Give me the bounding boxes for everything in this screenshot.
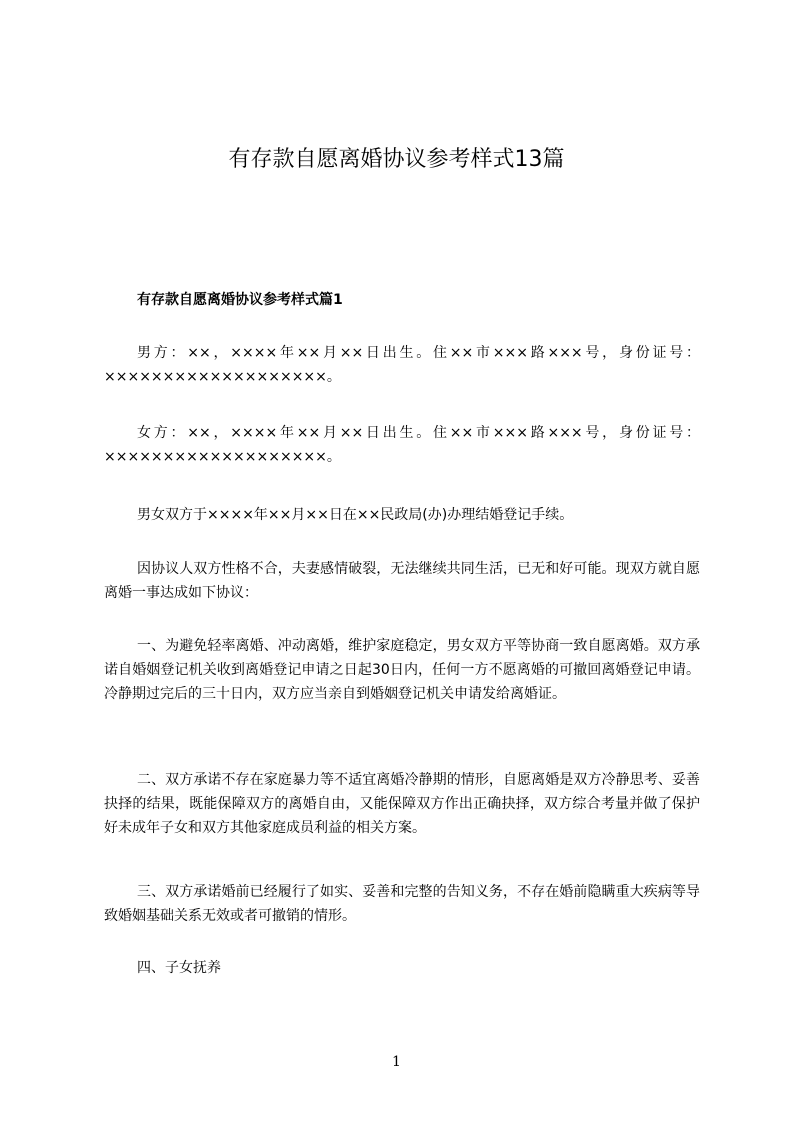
paragraph-female-party: 女方：××，××××年××月××日出生。住××市×××路×××号，身份证号：×××××××××××××××××××。 xyxy=(104,425,700,465)
paragraph-clause-2: 二、双方承诺不存在家庭暴力等不适宜离婚冷静期的情形，自愿离婚是双方冷静思考、妥善抉择的结果，既能保障双方的离婚自由，又能保障双方作出正确抉择，双方综合考量并做了保护好未成年子女和双方其他家庭成员利益的相关方案。 xyxy=(104,772,700,836)
paragraph-clause-4-heading: 四、子女抚养 xyxy=(137,960,221,976)
paragraph-marriage-registration: 男女双方于××××年××月××日在××民政局(办)办理结婚登记手续。 xyxy=(137,507,574,523)
paragraph-male-party: 男方：××，××××年××月××日出生。住××市×××路×××号，身份证号：×××××××××××××××××××。 xyxy=(104,345,700,385)
paragraph-divorce-reason: 因协议人双方性格不合，夫妻感情破裂，无法继续共同生活，已无和好可能。现双方就自愿离婚一事达成如下协议： xyxy=(104,561,700,601)
document-title: 有存款自愿离婚协议参考样式13篇 xyxy=(228,147,565,172)
paragraph-clause-1: 一、为避免轻率离婚、冲动离婚，维护家庭稳定，男女双方平等协商一致自愿离婚。双方承诺自婚姻登记机关收到离婚登记申请之日起30日内，任何一方不愿离婚的可撤回离婚登记申请。冷静期过完后的三十日内，双方应当亲自到婚姻登记机关申请发给离婚证。 xyxy=(104,638,700,702)
paragraph-clause-3: 三、双方承诺婚前已经履行了如实、妥善和完整的告知义务，不存在婚前隐瞒重大疾病等导致婚姻基础关系无效或者可撤销的情形。 xyxy=(104,884,700,924)
page-number: 1 xyxy=(392,1054,401,1070)
section-heading: 有存款自愿离婚协议参考样式篇1 xyxy=(137,292,343,308)
